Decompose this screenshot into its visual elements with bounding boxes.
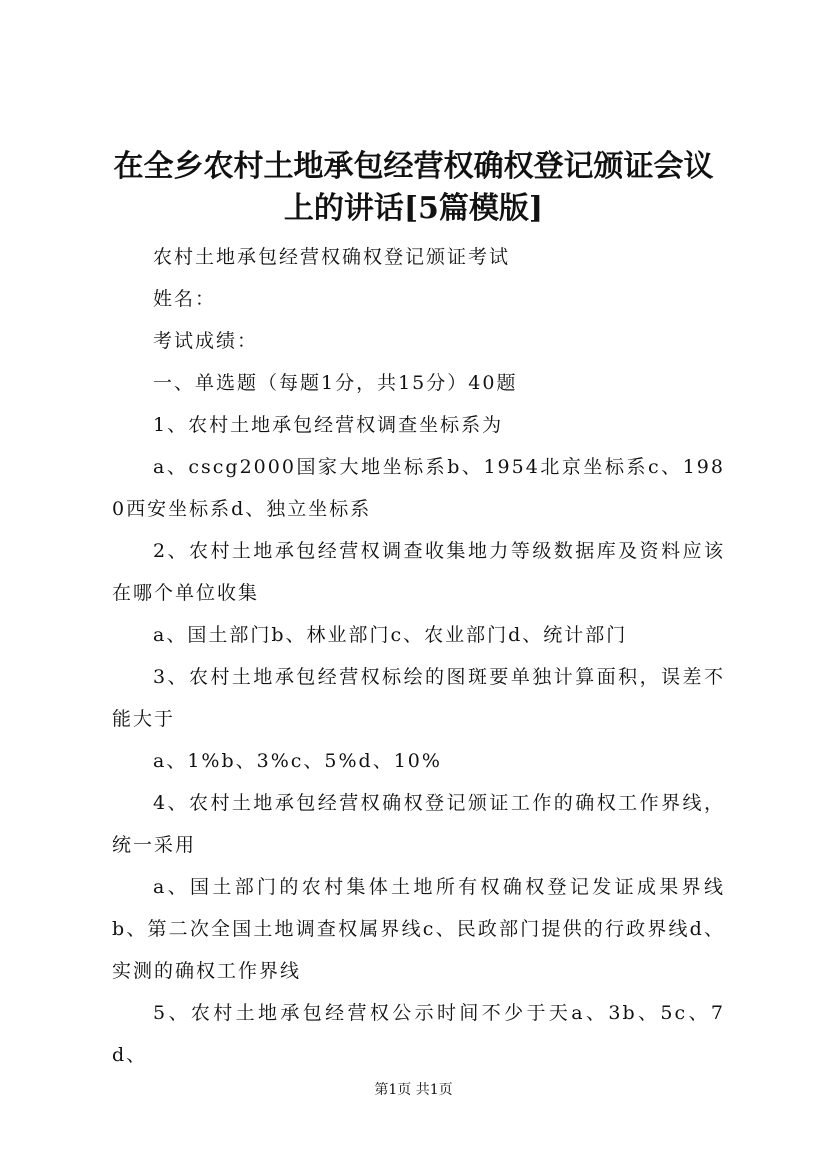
- title-line-2: 上的讲话[5篇模版]: [283, 191, 544, 226]
- paragraph: a、cscg2000国家大地坐标系b、1954北京坐标系c、1980西安坐标系d、独立坐标系: [112, 456, 725, 520]
- paragraph: 姓名：: [153, 288, 217, 310]
- paragraph: 一、单选题（每题1分，共15分）40题: [153, 372, 518, 394]
- paragraph: a、国土部门的农村集体土地所有权确权登记发证成果界线b、第二次全国土地调查权属界线c、民政部门提供的行政界线d、实测的确权工作界线: [112, 876, 725, 982]
- paragraph: 4、农村土地承包经营权确权登记颁证工作的确权工作界线，统一采用: [112, 792, 725, 856]
- title-line-1: 在全乡农村土地承包经营权确权登记颁证会议: [113, 149, 714, 184]
- paragraph: 考试成绩：: [153, 330, 259, 352]
- document-title: [100, 146, 727, 230]
- paragraph: a、国土部门b、林业部门c、农业部门d、统计部门: [153, 624, 628, 646]
- paragraph: 3、农村土地承包经营权标绘的图斑要单独计算面积，误差不能大于: [112, 666, 725, 730]
- page-footer: 第1页 共1页: [374, 1082, 453, 1098]
- paragraph: 1、农村土地承包经营权调查坐标系为: [153, 414, 504, 436]
- document-body: [112, 236, 725, 1076]
- paragraph: 农村土地承包经营权确权登记颁证考试: [153, 246, 511, 268]
- paragraph: 5、农村土地承包经营权公示时间不少于天a、3b、5c、7d、: [112, 1002, 725, 1066]
- paragraph: 2、农村土地承包经营权调查收集地力等级数据库及资料应该在哪个单位收集: [112, 540, 725, 604]
- paragraph: a、1%b、3%c、5%d、10%: [153, 750, 442, 772]
